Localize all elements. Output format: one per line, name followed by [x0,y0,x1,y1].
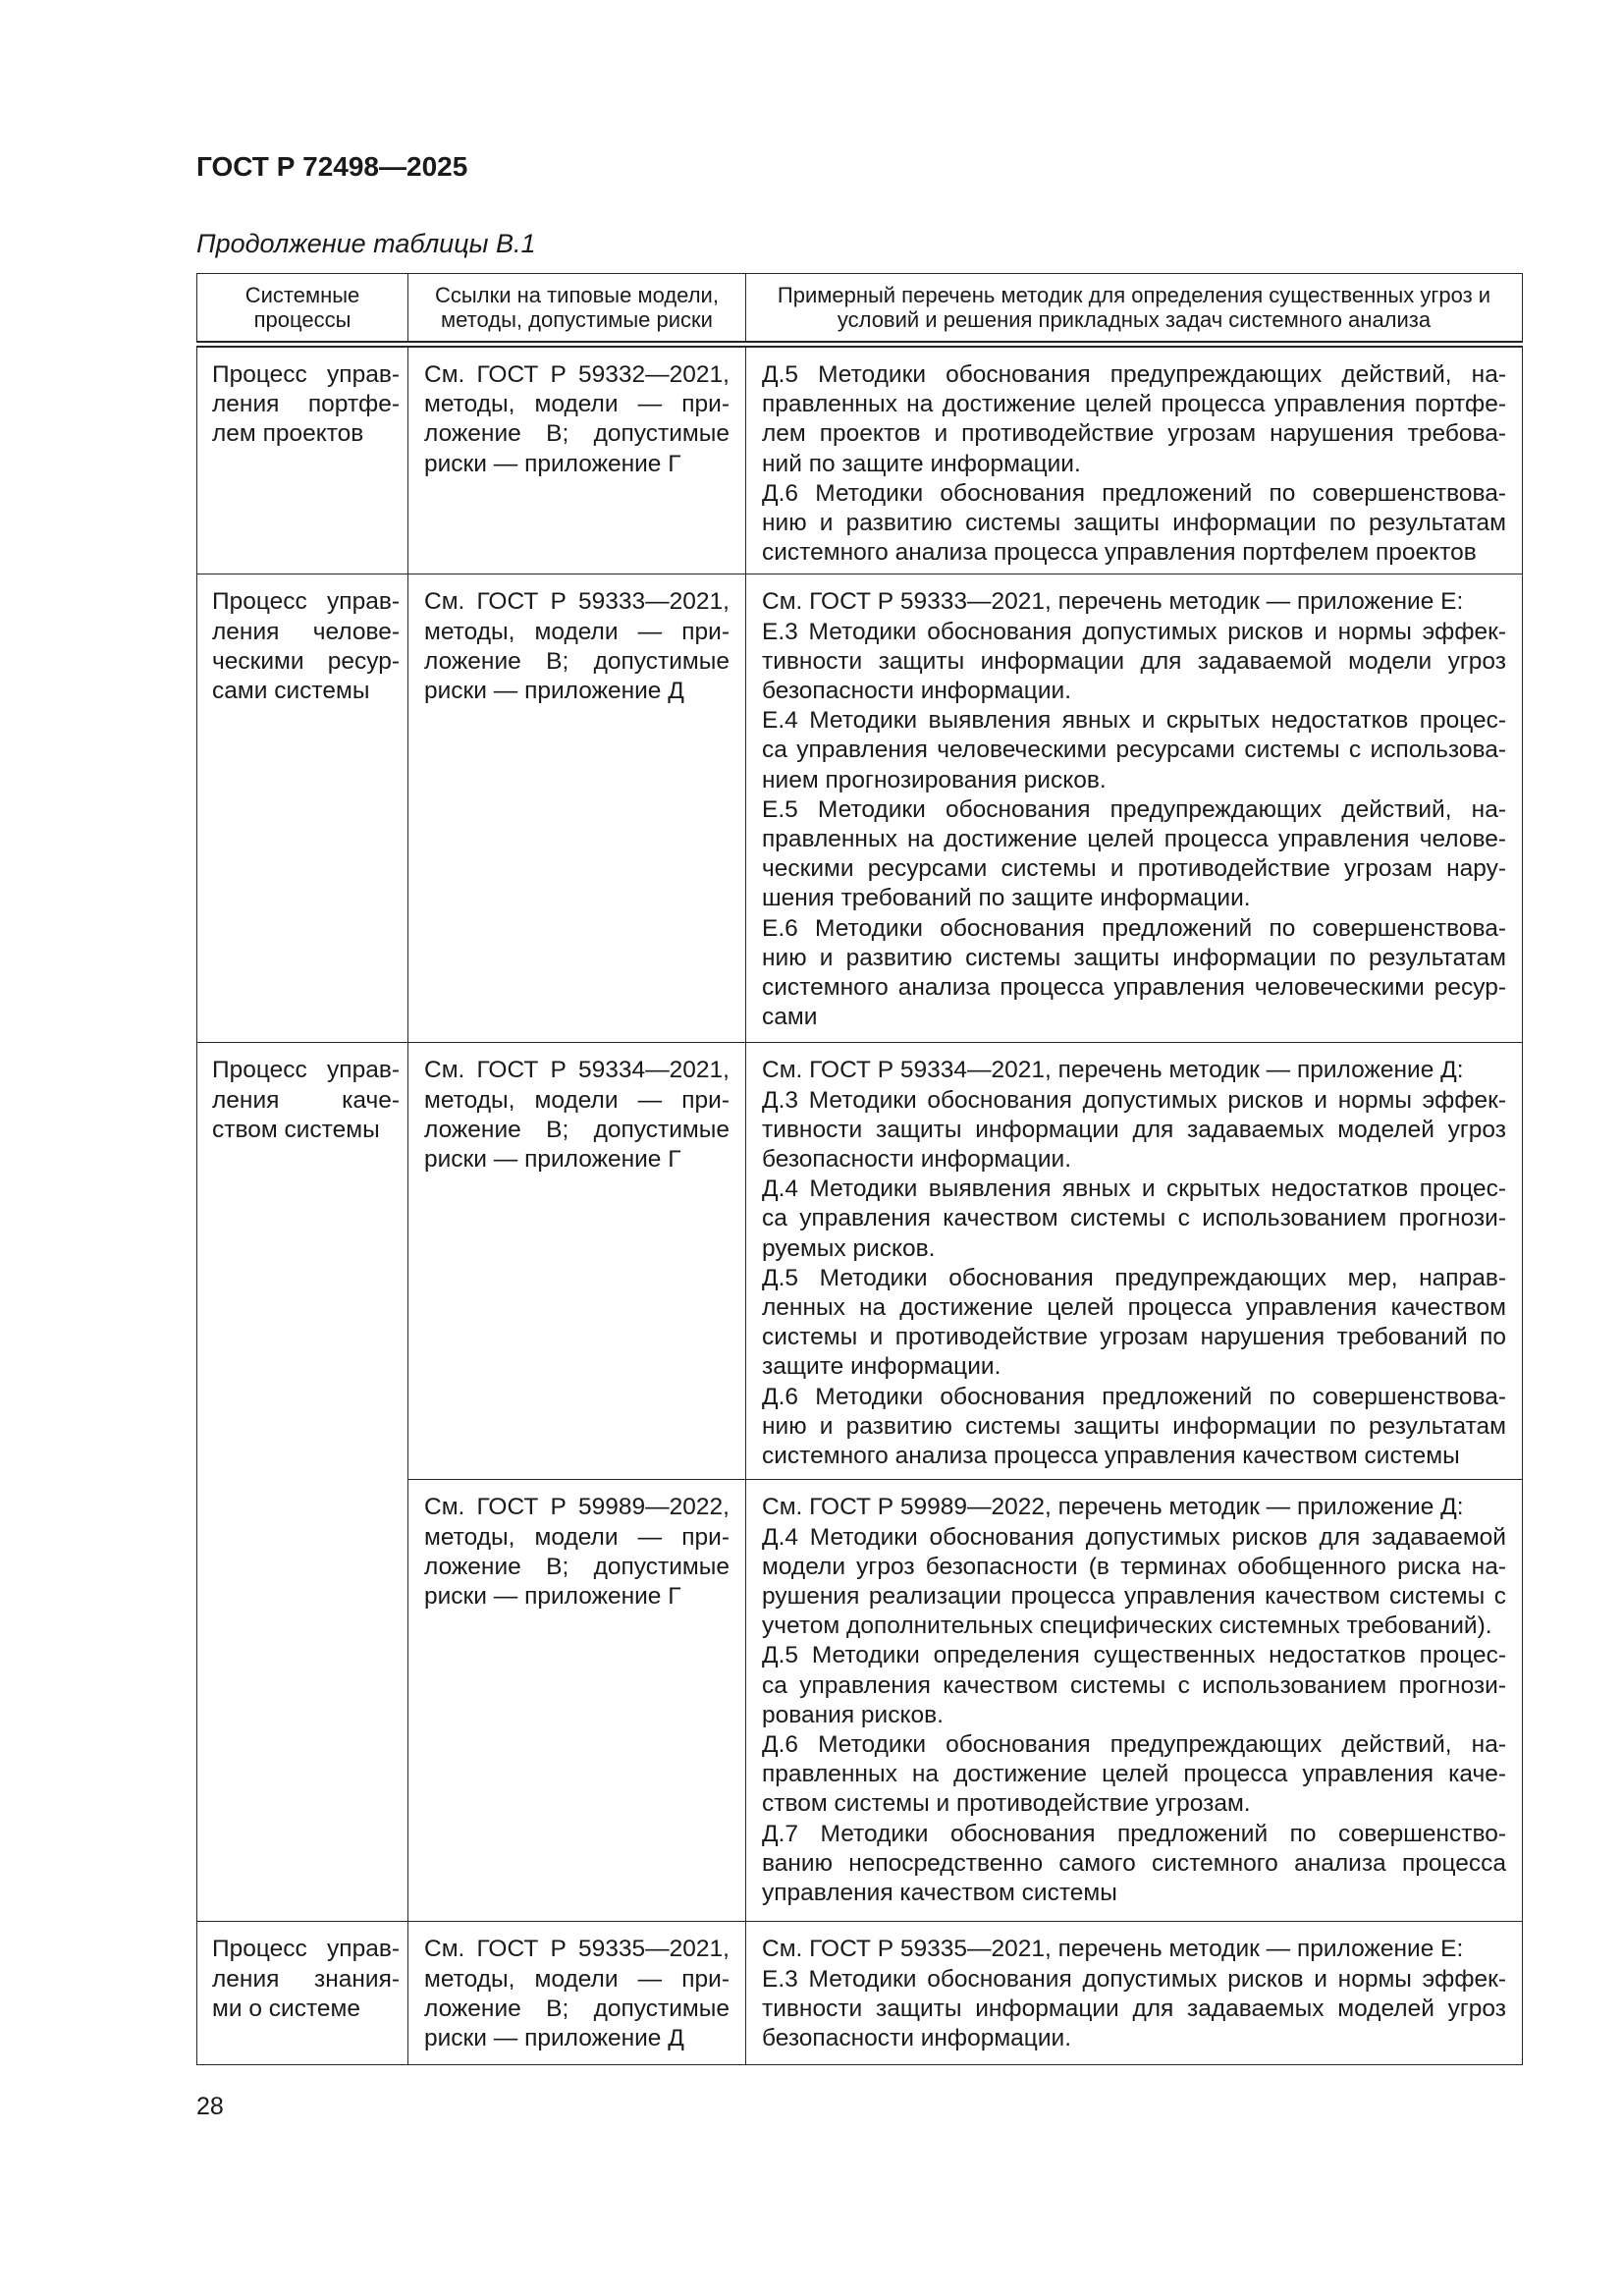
reference-cell [408,1043,746,1480]
text-line: ложение В; допустимые [424,1116,730,1143]
table-header-row [197,274,1523,345]
text-line: системного анализа процесса управления портфелем проектов [762,539,1477,567]
text-line: рования рисков. [762,1701,944,1728]
text-line: ложение В; допустимые [424,1553,730,1580]
text-line: ми о системе [212,1995,360,2022]
process-cell [197,574,408,1043]
reference-text [424,1935,730,2053]
text-line: ний по защите информации. [762,450,1081,477]
text-line: тивности защиты информации для задаваемых моделей угроз [762,1995,1506,2022]
reference-cell [408,1922,746,2065]
table-row [197,574,1523,1043]
text-line: методы, модели — при- [424,618,730,645]
text-line: Д.5 Методики обоснования предупреждающих действий, на- [762,361,1506,388]
text-line: методы, модели — при- [424,391,730,418]
column-header-processes [197,274,408,345]
method-paragraph [762,1264,1506,1383]
text-line: ложение В; допустимые [424,420,730,448]
text-line: риски — приложение Г [424,450,681,477]
text-line: ления каче- [212,1086,400,1114]
table-header [197,274,1523,345]
text-line: Д.6 Методики обоснования предупреждающих действий, на- [762,1731,1506,1759]
text-line: Е.6 Методики обоснования предложений по совершенствова- [762,914,1506,942]
table-body [197,345,1523,2065]
text-line: Процесс управ- [212,1936,400,1963]
text-line: Д.4 Методики обоснования допустимых рисков для задаваемой [762,1523,1506,1551]
process-cell [197,345,408,574]
text-line: защите информации. [762,1353,1001,1381]
process-name [212,1056,400,1145]
methods-cell [746,345,1523,574]
continuation-table [196,273,1523,2065]
process-name [212,360,400,450]
text-line: См. ГОСТ Р 59334—2021, [424,1057,730,1084]
text-line: ческими ресур- [212,647,400,675]
text-line: безопасности информации. [762,2025,1071,2052]
text-line: См. ГОСТ Р 59332—2021, [424,361,730,388]
text-line: ством системы [212,1116,380,1143]
text-line: ством системы и противодействие угрозам. [762,1790,1251,1818]
text-line: системного анализа процесса управления качеством системы [762,1443,1460,1470]
text-line: ленных на достижение целей процесса управления качеством [762,1294,1506,1322]
text-line: Е.3 Методики обоснования допустимых рисков и нормы эффек- [762,618,1506,645]
method-paragraph [762,618,1506,707]
text-line: См. ГОСТ Р 59334—2021, перечень методик — приложение Д: [762,1057,1464,1084]
text-line: безопасности информации. [762,678,1071,705]
reference-text [424,360,730,479]
text-line: нию и развитию системы защиты информации по результатам [762,944,1506,971]
text-line: учетом дополнительных специфических системных требований). [762,1613,1492,1640]
method-paragraph [762,914,1506,1033]
column-header-references [408,274,746,345]
text-line: тивности защиты информации для задаваемых моделей угроз [762,1116,1506,1143]
process-cell [197,1043,408,1922]
text-line: правленных на достижение целей процесса управления челове- [762,826,1506,853]
text-line: Д.6 Методики обоснования предложений по совершенствова- [762,1383,1506,1410]
text-line: ления портфе- [212,391,400,418]
method-paragraph [762,1820,1506,1909]
page-number: 28 [196,2093,224,2120]
text-line: риски — приложение Г [424,1146,681,1174]
text-line: лем проектов [212,420,364,448]
text-line: См. ГОСТ Р 59333—2021, перечень методик — приложение Е: [762,588,1464,616]
method-paragraph [762,1493,1506,1522]
text-line: са управления человеческими ресурсами системы с использова- [762,737,1506,764]
text-line: системного анализа процесса управления человеческими ресур- [762,974,1506,1002]
method-paragraph [762,1730,1506,1820]
text-line: См. ГОСТ Р 59989—2022, перечень методик — приложение Д: [762,1494,1464,1521]
text-line: руемых рисков. [762,1234,936,1262]
text-line: шения требований по защите информации. [762,885,1251,912]
text-line: Д.6 Методики обоснования предложений по совершенствова- [762,479,1506,507]
column-header-methods [746,274,1523,345]
method-paragraph [762,706,1506,795]
text-line: ления знания- [212,1965,400,1993]
table-row [197,345,1523,574]
process-name [212,587,400,706]
text-line: Д.5 Методики обоснования предупреждающих мер, направ- [762,1264,1506,1291]
text-line: См. ГОСТ Р 59333—2021, [424,588,730,616]
text-line: ческими ресурсами системы и противодействие угрозам нару- [762,855,1506,883]
text-line: Е.4 Методики выявления явных и скрытых недостатков процес- [762,707,1506,735]
text-line: методы, модели — при- [424,1965,730,1993]
table-row [197,1043,1523,1480]
method-paragraph [762,1086,1506,1175]
text-line: См. ГОСТ Р 59335—2021, [424,1936,730,1963]
text-line: Ссылки на типовые модели, [435,282,719,307]
text-line: управления качеством системы [762,1880,1117,1907]
process-cell [197,1922,408,2065]
document-title: ГОСТ Р 72498—2025 [196,151,468,182]
method-paragraph [762,360,1506,479]
methods-cell [746,1043,1523,1480]
text-line: условий и решения прикладных задач системного анализа [837,307,1432,332]
table-caption: Продолжение таблицы В.1 [196,229,536,258]
text-line: Процесс управ- [212,588,400,616]
text-line: модели угроз безопасности (в терминах обобщенного риска на- [762,1553,1506,1580]
text-line: безопасности информации. [762,1146,1071,1174]
text-line: Д.7 Методики обоснования предложений по совершенство- [762,1820,1506,1847]
text-line: лем проектов и противодействие угрозам нарушения требова- [762,420,1506,448]
table-row [197,1922,1523,2065]
reference-text [424,1056,730,1175]
text-line: нию и развитию системы защиты информации по результатам [762,1412,1506,1440]
method-paragraph [762,1175,1506,1264]
text-line: правленных на достижение целей процесса управления портфе- [762,391,1506,418]
text-line: Процесс управ- [212,1057,400,1084]
text-line: Системные [244,282,360,307]
methods-cell [746,1480,1523,1922]
reference-cell [408,574,746,1043]
text-line: са управления качеством системы с использованием прогнози- [762,1671,1506,1699]
text-line: См. ГОСТ Р 59335—2021, перечень методик — приложение Е: [762,1936,1464,1963]
text-line: риски — приложение Д [424,678,684,705]
method-paragraph [762,1935,1506,1964]
method-paragraph [762,1383,1506,1472]
methods-cell [746,574,1523,1043]
text-line: са управления качеством системы с использованием прогнози- [762,1205,1506,1232]
text-line: рушения реализации процесса управления качеством системы с [762,1583,1506,1611]
text-line: ванию непосредственно самого системного анализа процесса [762,1849,1506,1877]
text-line: Е.3 Методики обоснования допустимых рисков и нормы эффек- [762,1965,1506,1993]
text-line: методы, модели — при- [424,1523,730,1551]
process-name [212,1935,400,2024]
text-line: сами системы [212,678,370,705]
method-paragraph [762,587,1506,617]
text-line: сами [762,1004,818,1031]
text-line: методы, модели — при- [424,1086,730,1114]
text-line: ложение В; допустимые [424,1995,730,2022]
method-paragraph [762,1641,1506,1730]
reference-text [424,1493,730,1612]
text-line: Е.5 Методики обоснования предупреждающих действий, на- [762,795,1506,823]
text-line: тивности защиты информации для задаваемой модели угроз [762,647,1506,675]
text-line: Д.4 Методики выявления явных и скрытых недостатков процес- [762,1175,1506,1203]
text-line: Процесс управ- [212,361,400,388]
text-line: Примерный перечень методик для определения существенных угроз и [777,282,1491,307]
reference-cell [408,1480,746,1922]
text-line: ления челове- [212,618,400,645]
text-line: методы, допустимые риски [441,307,713,332]
method-paragraph [762,795,1506,914]
text-line: Д.5 Методики определения существенных недостатков процес- [762,1642,1506,1669]
method-paragraph [762,479,1506,569]
text-line: риски — приложение Д [424,2025,684,2052]
text-line: Д.3 Методики обоснования допустимых рисков и нормы эффек- [762,1086,1506,1114]
text-line: риски — приложение Г [424,1583,681,1611]
reference-cell [408,345,746,574]
method-paragraph [762,1965,1506,2054]
method-paragraph [762,1523,1506,1642]
text-line: системы и противодействие угрозам нарушения требований по [762,1324,1506,1351]
reference-text [424,587,730,706]
method-paragraph [762,1056,1506,1085]
text-line: процессы [253,307,352,332]
text-line: ложение В; допустимые [424,647,730,675]
text-line: нию и развитию системы защиты информации по результатам [762,510,1506,537]
text-line: правленных на достижение целей процесса управления каче- [762,1761,1506,1788]
text-line: См. ГОСТ Р 59989—2022, [424,1494,730,1521]
text-line: нием прогнозирования рисков. [762,766,1107,793]
methods-cell [746,1922,1523,2065]
